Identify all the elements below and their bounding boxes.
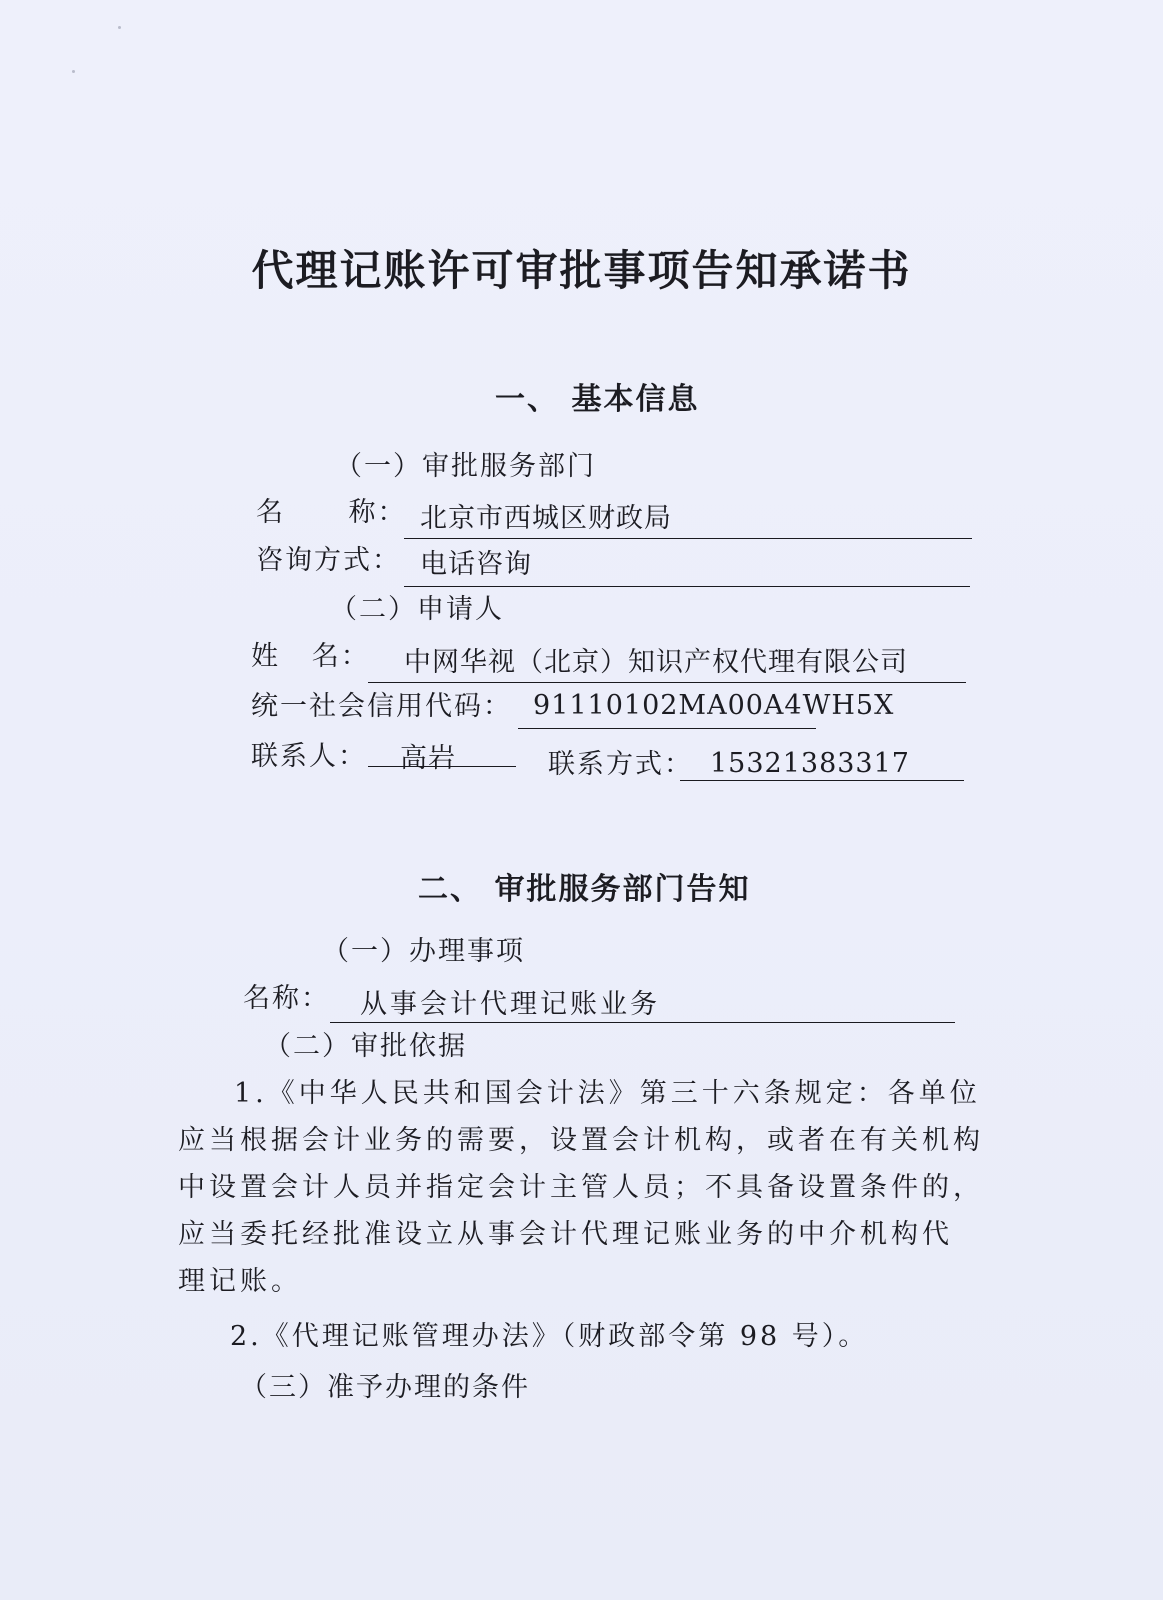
basis-1-line: 理记账。 [178, 1266, 302, 1297]
contact-person-underline [368, 766, 516, 767]
dept-heading: （一）审批服务部门 [335, 451, 596, 482]
basis-1-line: 应当委托经批准设立从事会计代理记账业务的中介机构代 [178, 1219, 953, 1250]
applicant-name-value: 中网华视（北京）知识产权代理有限公司 [404, 647, 908, 678]
contact-method-value: 电话咨询 [420, 549, 532, 580]
credit-code-underline [518, 728, 816, 729]
item-name-label: 名称： [243, 983, 330, 1014]
basis-1-line: 1.《中华人民共和国会计法》第三十六条规定：各单位 [234, 1078, 981, 1109]
document-title: 代理记账许可审批事项告知承诺书 [251, 246, 912, 295]
item-name-underline [330, 1022, 955, 1023]
basis-2-text: 2.《代理记账管理办法》（财政部令第 98 号）。 [230, 1321, 869, 1352]
dept-name-value: 北京市西城区财政局 [420, 503, 672, 534]
credit-code-value: 91110102MA00A4WH5X [533, 690, 895, 721]
conditions-heading: （三）准予办理的条件 [240, 1372, 530, 1403]
basis-heading: （二）审批依据 [264, 1031, 467, 1062]
basis-1-line: 中设置会计人员并指定会计主管人员；不具备设置条件的， [178, 1172, 984, 1203]
basis-1-paragraph [178, 1070, 984, 1305]
contact-method-label: 咨询方式： [256, 545, 401, 576]
scan-speck [72, 70, 75, 73]
section-1-heading: 一、 基本信息 [495, 382, 700, 417]
section-2-heading: 二、 审批服务部门告知 [418, 872, 751, 907]
contact-phone-label: 联系方式： [548, 749, 693, 780]
dept-name-underline [404, 538, 972, 539]
contact-person-value: 高岩 [400, 743, 456, 774]
applicant-name-label: 姓 名： [251, 641, 370, 672]
applicant-name-underline [368, 682, 966, 683]
contact-phone-value: 15321383317 [710, 748, 910, 779]
contact-phone-underline [680, 780, 964, 781]
item-name-value: 从事会计代理记账业务 [360, 989, 660, 1020]
contact-person-label: 联系人： [251, 741, 367, 772]
applicant-heading: （二）申请人 [330, 594, 504, 625]
basis-1-line: 应当根据会计业务的需要，设置会计机构，或者在有关机构 [178, 1125, 984, 1156]
item-heading: （一）办理事项 [322, 936, 525, 967]
credit-code-label: 统一社会信用代码： [251, 691, 512, 722]
dept-name-label: 名 称： [256, 497, 407, 528]
scan-speck [118, 26, 121, 29]
